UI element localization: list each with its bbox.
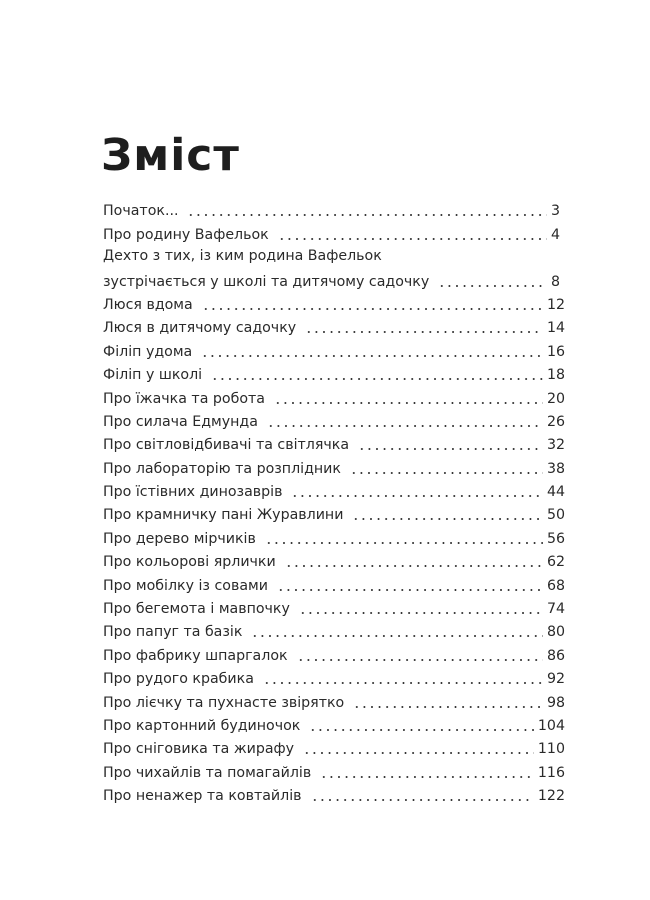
dot-leader: [350, 472, 543, 474]
dot-leader: [277, 589, 543, 591]
toc-entry-title: Про сніговика та жирафу: [103, 741, 295, 758]
toc-entry: [103, 642, 565, 665]
toc-entry-title: Про силача Едмунда: [103, 413, 258, 430]
dot-leader: [187, 214, 547, 216]
dot-leader: [358, 448, 543, 450]
toc-page-number: 122: [537, 788, 565, 805]
toc-page-number: 110: [537, 741, 565, 758]
toc-page-number: 62: [546, 554, 565, 571]
toc-entry-title: Про мобілку із совами: [103, 577, 268, 594]
toc-page-number: 20: [546, 390, 565, 407]
toc-page-number: 86: [546, 647, 565, 664]
toc-entry: [103, 596, 565, 619]
toc-entry: [103, 385, 565, 408]
toc-entry-title: Про лієчку та пухнасте звірятко: [103, 694, 345, 711]
dot-leader: [311, 799, 534, 801]
dot-leader: [438, 285, 547, 287]
dot-leader: [202, 308, 543, 310]
dot-leader: [201, 355, 543, 357]
toc-entry-title: Люся в дитячому садочку: [103, 320, 297, 337]
dot-leader: [211, 378, 543, 380]
toc-entry-title: Про лабораторію та розплідник: [103, 460, 341, 477]
toc-page-number: 38: [546, 460, 565, 477]
page-title: Зміст: [101, 130, 240, 181]
toc-entry-title: Про папуг та базік: [103, 624, 243, 641]
dot-leader: [320, 776, 534, 778]
toc-page-number: 116: [537, 764, 565, 781]
toc-entry-title: Про їстівних динозаврів: [103, 484, 283, 501]
toc-page-number: 18: [546, 367, 565, 384]
toc-page-number: 26: [546, 413, 565, 430]
toc-entry: [103, 525, 565, 548]
toc-entry: [103, 338, 565, 361]
toc-entry-title: Про родину Вафельок: [103, 226, 269, 243]
toc-page-number: 32: [546, 437, 565, 454]
toc-entry: [103, 315, 565, 338]
dot-leader: [278, 238, 547, 240]
toc-entry: [103, 666, 565, 689]
toc-entry-title: Філіп удома: [103, 343, 193, 360]
toc-entry-title: Про світловідбивачі та світлячка: [103, 437, 350, 454]
dot-leader: [353, 706, 543, 708]
dot-leader: [263, 682, 543, 684]
toc-entry-title: Про картонний будиночок: [103, 718, 301, 734]
dot-leader: [305, 331, 543, 333]
toc-entry: [103, 572, 565, 595]
dot-leader: [274, 402, 543, 404]
toc-entry-title: Про бегемота і мавпочку: [103, 601, 290, 618]
dot-leader: [285, 565, 543, 567]
toc-page-number: 8: [551, 273, 561, 290]
toc-page-number: 56: [546, 530, 565, 547]
dot-leader: [291, 495, 542, 497]
toc-entry: [103, 292, 565, 315]
toc-entry: [103, 198, 565, 221]
toc-entry-title: Про кольорові ярлички: [103, 554, 276, 571]
toc-entry-title: Про фабрику шпаргалок: [103, 647, 288, 664]
toc-page-number: 14: [546, 320, 565, 337]
toc-entry: [103, 502, 565, 525]
toc-entry: [103, 713, 565, 736]
toc-entry: [103, 409, 565, 432]
dot-leader: [251, 635, 543, 637]
toc-page-number: 3: [551, 203, 561, 220]
table-of-contents: [103, 198, 565, 806]
toc-page-number: 80: [546, 624, 565, 641]
toc-page-number: 4: [551, 226, 561, 243]
toc-entry: [103, 689, 565, 712]
dot-leader: [267, 425, 543, 427]
toc-entry: [103, 619, 565, 642]
toc-entry-title: Про ненажер та ковтайлів: [103, 788, 302, 805]
toc-page-number: 104: [537, 718, 565, 734]
dot-leader: [352, 518, 543, 520]
toc-page-number: 50: [546, 507, 565, 524]
toc-entry: [103, 736, 565, 759]
toc-entry-title: Філіп у школі: [103, 367, 203, 384]
dot-leader: [265, 542, 543, 544]
dot-leader: [299, 612, 543, 614]
toc-entry-title: Початок...: [103, 203, 179, 220]
toc-entry: [103, 362, 565, 385]
toc-entry-title: Про чихайлів та помагайлів: [103, 764, 312, 781]
toc-entry-title: Про їжачка та робота: [103, 390, 265, 407]
toc-page-number: 74: [546, 601, 565, 618]
toc-page-number: 98: [546, 694, 565, 711]
toc-page-number: 92: [546, 671, 565, 688]
toc-entry: [103, 221, 565, 244]
toc-page-number: 12: [546, 296, 565, 313]
toc-entry: [103, 432, 565, 455]
toc-page-number: 16: [546, 343, 565, 360]
toc-entry-title-line1: Дехто з тих, із ким родина Вафельок: [103, 247, 382, 264]
toc-entry-title: Про дерево мірчиків: [103, 530, 256, 547]
toc-entry: [103, 759, 565, 782]
dot-leader: [297, 659, 543, 661]
toc-entry: [103, 783, 565, 806]
toc-entry-title-line2: зустрічається у школі та дитячому садочку: [103, 273, 430, 290]
dot-leader: [303, 752, 534, 754]
toc-entry-title: Про крамничку пані Журавлини: [103, 507, 344, 524]
toc-entry: [103, 245, 565, 292]
toc-entry: [103, 479, 565, 502]
toc-page-number: 44: [546, 484, 565, 501]
toc-entry: [103, 455, 565, 478]
toc-entry-title: Люся вдома: [103, 296, 193, 313]
dot-leader: [309, 729, 534, 731]
toc-page-number: 68: [546, 577, 565, 594]
toc-entry: [103, 549, 565, 572]
toc-entry-title: Про рудого крабика: [103, 671, 254, 688]
